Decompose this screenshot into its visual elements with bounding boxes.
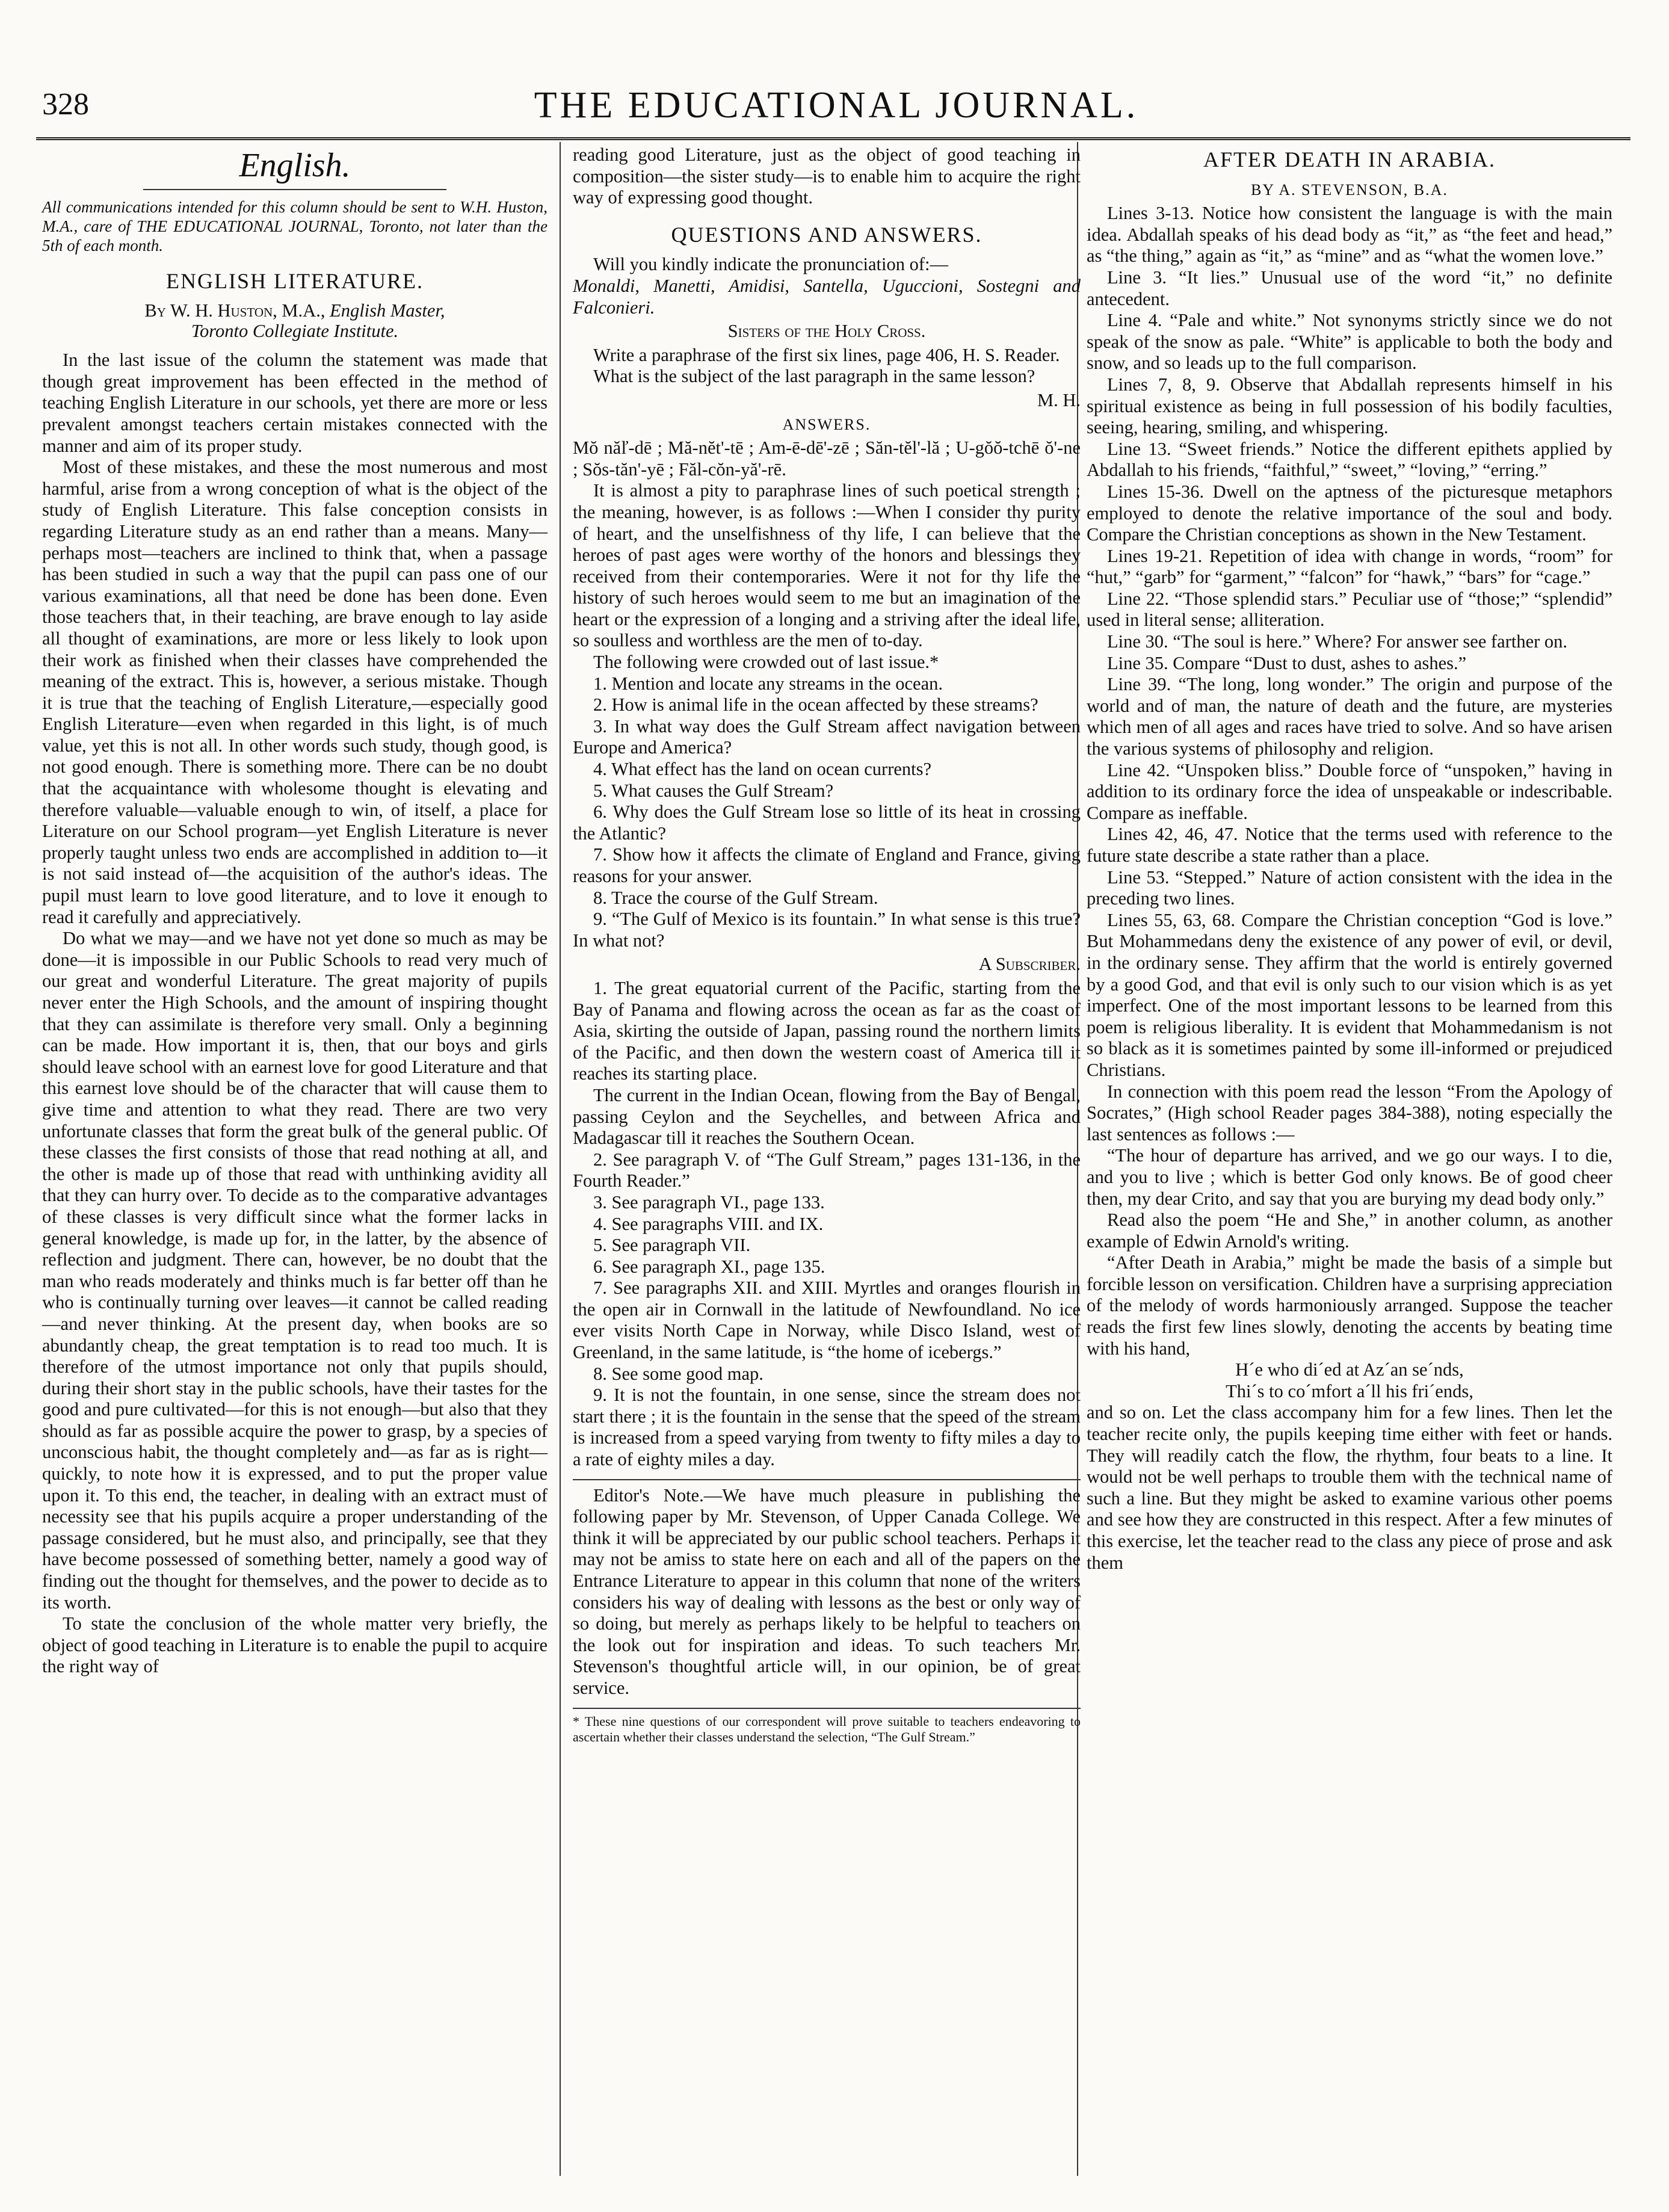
paragraph: Lines 15-36. Dwell on the aptness of the picturesque metaphors employed to denote the relative importance of the soul and body. Compare the Christian conceptions as shown in the New Testament. (1087, 481, 1612, 545)
question-item: 6. Why does the Gulf Stream lose so little of its heat in crossing the Atlantic? (573, 802, 1081, 844)
paragraph: Line 42. “Unspoken bliss.” Double force of “unspoken,” having in addition to its ordinary force the idea of unspeakable or indescribable. Compare as ineffable. (1087, 759, 1612, 823)
continuation-text: reading good Literature, just as the object of good teaching in composition—the sister study—is to enable him to acquire the right way of expressing good thought. (573, 144, 1081, 208)
pronunciation-answer: Mŏ năľ-dē ; Mă-nĕt'-tē ; Am-ē-dē'-zē ; Săn-tĕl'-lă ; U-gŏŏ-tchē ŏ'-ne ; Sŏs-tăn'-yē ; Făl-cŏn-yă'-rē. (573, 437, 1081, 480)
answer-item: The current in the Indian Ocean, flowing from the Bay of Bengal, passing Ceylon and the Seychelles, and between Africa and Madagascar till it reaches the Southern Ocean. (573, 1084, 1081, 1149)
question: What is the subject of the last paragraph in the same lesson? (593, 366, 1035, 387)
question-item: 3. In what way does the Gulf Stream affect navigation between Europe and America? (573, 715, 1081, 758)
header-rule (36, 137, 1630, 140)
column-divider (560, 142, 561, 2176)
editors-note: Editor's Note.—We have much pleasure in publishing the following paper by Mr. Stevenson, of Upper Canada College. We think it will be appreciated by our public school teachers. Perhaps it may not be amiss to state here on each and all of the papers on the Entrance Literature to appear in this column that none of the writers considers his way of dealing with lessons as the best or only way of so doing, but merely as perhaps likely to be helpful to teachers on the look out for inspiration and ideas. To such teachers Mr. Stevenson's thoughtful article will, in our opinion, be of great service. (573, 1484, 1081, 1698)
question-item: 5. What causes the Gulf Stream? (593, 780, 834, 801)
page-header (42, 84, 1630, 132)
answer-item: 9. It is not the fountain, in one sense, since the stream does not start there ; it is the fountain in the sense that the speed of the stream is increased from a speed varying from twenty to fifty miles a day to a rate of eighty miles a day. (573, 1385, 1081, 1470)
paragraph: Lines 42, 46, 47. Notice that the terms used with reference to the future state describe a state rather than a place. (1087, 824, 1612, 866)
article-title: AFTER DEATH IN ARABIA. (1203, 147, 1496, 171)
answer-item: 3. See paragraph VI., page 133. (593, 1191, 825, 1213)
paragraph: Line 30. “The soul is here.” Where? For answer see farther on. (1107, 631, 1568, 652)
paragraph: Do what we may—and we have not yet done so much as may be done—it is impossible in our Public Schools to read very much of our great and wonderful Literature. The great majority of pupils never enter the High Schools, and the amount of inspiring thought that they can assimilate is therefore very small. Only a beginning can be made. How important it is, then, that our boys and girls should leave school with an earnest love for good Literature and that this earnest love should be of the character that will cause them to give time and attention to what they read. There are two very unfortunate classes that form the great bulk of the general public. Of these classes the first consists of those that read nothing at all, and the other is made up of those that read with unthinking avidity all that they can hurry over. To decide as to the comparative advantages of these classes is very difficult since what the former lacks in general knowledge, is made up for, in the latter, by the absence of reflection and judgment. There can, however, be no doubt that the man who reads moderately and thinks much is far better off than he who is continually turning over leaves—it cannot be called reading—and never thinking. At the present day, when books are so abundantly cheap, the great temptation is to read too much. It is therefore of the utmost importance not only that pupils should, during their short stay in the public schools, have their tastes for the good and pure cultivated—for this is not enough—but also that they should as far as possible acquire the power to grasp, by a species of unconscious habit, the thought completely and—as far as is right—quickly, to note how it is expressed, and to put the proper value upon it. To this end, the teacher, in dealing with an extract must of necessity see that his pupils acquire a proper understanding of the passage considered, but he must also, and principally, see that they have become possessed of something better, namely a good way of finding out the thought for themselves, and the power to decide as to its worth. (42, 928, 548, 1613)
journal-title: THE EDUCATIONAL JOURNAL. (534, 85, 1139, 126)
quotation: “The hour of departure has arrived, and we go our ways. I to die, and you to live ; which is better God only knows. Be of good cheer then, my dear Crito, and say that you are burying my dead body only.” (1087, 1145, 1612, 1209)
crowded-intro: The following were crowded out of last issue.* (593, 652, 939, 673)
paragraph: Read also the poem “He and She,” in another column, as another example of Edwin Arnold's writing. (1087, 1209, 1612, 1252)
paragraph: Line 53. “Stepped.” Nature of action consistent with the idea in the preceding two lines. (1087, 867, 1612, 909)
answer-item: 8. See some good map. (593, 1363, 764, 1384)
paragraph: To state the conclusion of the whole matter very briefly, the object of good teaching in Literature is to enable the pupil to acquire the right way of (42, 1613, 548, 1677)
paragraph: Line 4. “Pale and white.” Not synonyms strictly since we do not speak of the snow as pale. “White” is applicable to both the body and snow, and so leads up to the full comparison. (1087, 310, 1612, 374)
page-number: 328 (42, 87, 89, 122)
question-item: 4. What effect has the land on ocean currents? (593, 759, 932, 780)
answer-item: 6. See paragraph XI., page 135. (593, 1256, 825, 1277)
verse-line: Thi´s to co´mfort a´ll his fri´ends, (1226, 1380, 1473, 1401)
byline-author: By W. H. Huston, M.A., (144, 300, 325, 321)
question-item: 9. “The Gulf of Mexico is its fountain.” In what sense is this true? In what not? (573, 909, 1081, 951)
byline-institution: Toronto Collegiate Institute. (191, 321, 399, 342)
paragraph: Lines 7, 8, 9. Observe that Abdallah represents himself in his spiritual existence as being in full possession of his bodily faculties, seeing, hearing, smiling, and whispering. (1087, 374, 1612, 438)
column-questions (573, 144, 1081, 1745)
question-lead: Will you kindly indicate the pronunciation of:— (593, 254, 949, 275)
paragraph: Line 22. “Those splendid stars.” Peculiar use of “those;” “splendid” used in literal sense; alliteration. (1087, 588, 1612, 631)
article-title: ENGLISH LITERATURE. (166, 268, 424, 293)
paragraph: and so on. Let the class accompany him for a few lines. Then let the teacher recite only, the pupils keeping time either with feet or hands. They will readily catch the flow, the rhythm, four beats to a line. It would not be well perhaps to trouble them with the technical name of such a line. But they might be asked to examine various other poems and see how they are constructed in this respect. After a few minutes of this exercise, let the teacher read to the class any piece of prose and ask them (1087, 1402, 1612, 1573)
paragraph: Line 39. “The long, long wonder.” The origin and purpose of the world and of man, the nature of death and the future, are mysteries which men of all ages and races have tried to solve. And so have arisen the various systems of philosophy and religion. (1087, 674, 1612, 759)
paragraph: Lines 19-21. Repetition of idea with change in words, “room” for “hut,” “garb” for “garment,” “falcon” for “hawk,” “bars” for “cage.” (1087, 545, 1612, 588)
paragraph: In connection with this poem read the lesson “From the Apology of Socrates,” (High school Reader pages 384-388), noting especially the last sentences as follows :— (1087, 1081, 1612, 1145)
paragraph: Most of these mistakes, and these the most numerous and most harmful, arise from a wrong conception of what is the object of the study of English Literature. This false conception consists in regarding Literature study as an end rather than a means. Many—perhaps most—teachers are inclined to think that, when a passage has been studied in such a way that the pupil can pass one of our various examinations, all that need be done has been done. Even those teachers that, in their teaching, are brave enough to lay aside all thought of examinations, are more or less likely to look upon their work as finished when their classes have comprehended the meaning of the extract. This is, however, a serious mistake. Though it is true that the teaching of English Literature,—especially good English Literature—even when regarded in this light, is of much value, yet this is not all. In other words such study, though good, is not good enough. There is something more. There can be no doubt that the acquaintance with wholesome thought is elevating and therefore valuable—valuable enough to win, of itself, a place for Literature on our School program—yet English Literature is never properly taught unless two ends are accomplished in addition to—it is not said instead of—the acquisition of the author's ideas. The pupil must learn to love good literature, and to love it enough to read it carefully and appreciatively. (42, 457, 548, 927)
qa-title: QUESTIONS AND ANSWERS. (671, 222, 983, 247)
byline-role: English Master, (330, 300, 445, 321)
verse-line: H´e who di´ed at Az´an se´nds, (1235, 1359, 1464, 1380)
answer-item: 5. See paragraph VII. (593, 1235, 751, 1256)
question-item: 7. Show how it affects the climate of England and France, giving reasons for your answer. (573, 844, 1081, 886)
section-title: English. (239, 147, 351, 184)
question-item: 8. Trace the course of the Gulf Stream. (593, 887, 878, 908)
paragraph: Line 35. Compare “Dust to dust, ashes to ashes.” (1107, 652, 1467, 673)
paragraph: Lines 55, 63, 68. Compare the Christian conception “God is love.” But Mohammedans deny the existence of any power of evil, or devil, in the ordinary sense. They affirm that the world is entirely governed by a good God, and that evil is only such to our vision which is as yet imperfect. One of the most important lessons to be learned from this poem is religious liberality. It is evident that Mohammedanism is not so black as it is sometimes painted by some ill-informed or prejudiced Christians. (1087, 909, 1612, 1080)
footnote: * These nine questions of our correspondent will prove suitable to teachers endeavoring to ascertain whether their classes understand the selection, “The Gulf Stream.” (573, 1713, 1081, 1744)
paragraph: Line 13. “Sweet friends.” Notice the different epithets applied by Abdallah to his friends, “faithful,” “sweet,” “loving,” “erring.” (1087, 438, 1612, 481)
question-signature: Sisters of the Holy Cross. (727, 321, 926, 342)
paragraph: Line 3. “It lies.” Unusual use of the word “it,” no definite antecedent. (1087, 267, 1612, 309)
paraphrase-answer: It is almost a pity to paraphrase lines of such poetical strength ; the meaning, however, is as follows :—When I consider thy purity of heart, and the unselfishness of thy life, I can believe that the heroes of past ages were worthy of the honors and blessings they received from their contemporaries. Were it not for thy life the history of such heroes would seem to me but an imagination of the heart or the expression of a longing and a striving after the ideal life, so soulless and worthless are the men of to-day. (573, 480, 1081, 651)
answer-item: 4. See paragraphs VIII. and IX. (593, 1213, 824, 1234)
column-notice: All communications intended for this column should be sent to W.H. Huston, M.A., care of THE EDUCATIONAL JOURNAL, Toronto, not later than the 5th of each month. (42, 197, 548, 255)
byline (42, 300, 548, 341)
answer-item: 1. The great equatorial current of the Pacific, starting from the Bay of Panama and flowing across the ocean as far as the coast of Asia, skirting the outside of Japan, passing round the northern limits of the Pacific, and then down the western coast of America till it reaches its starting place. (573, 977, 1081, 1084)
section-rule (143, 189, 446, 190)
question-signature: M. H. (1037, 389, 1081, 410)
answer-item: 2. See paragraph V. of “The Gulf Stream,” pages 131-136, in the Fourth Reader.” (573, 1149, 1081, 1191)
question-item: 1. Mention and locate any streams in the ocean. (593, 673, 943, 694)
answer-item: 7. See paragraphs XII. and XIII. Myrtles and oranges flourish in the open air in Cornwall in the latitude of Newfoundland. No ice ever visits North Cape in Norway, while Disco Island, west of Greenland, in the same latitude, is “the home of icebergs.” (573, 1277, 1081, 1363)
paragraph: Lines 3-13. Notice how consistent the language is with the main idea. Abdallah speaks of his dead body as “it,” as “the feet and head,” as “the thing,” again as “it,” as “mine” and as “what the women love.” (1087, 203, 1612, 267)
footnote-rule (573, 1708, 1081, 1709)
column-english (42, 144, 548, 1678)
question-names: Monaldi, Manetti, Amidisi, Santella, Uguccioni, Sostegni and Falconieri. (573, 275, 1081, 318)
answers-title: ANSWERS. (782, 415, 871, 433)
divider (573, 1479, 1081, 1480)
byline: BY A. STEVENSON, B.A. (1251, 181, 1448, 199)
paragraph: “After Death in Arabia,” might be made the basis of a simple but forcible lesson on versification. Children have a surprising appreciation of the melody of words harmoniously arranged. Suppose the teacher reads the first few lines slowly, denoting the accents by beating time with his hand, (1087, 1252, 1612, 1359)
question: Write a paraphrase of the first six lines, page 406, H. S. Reader. (593, 344, 1060, 365)
question-item: 2. How is animal life in the ocean affected by these streams? (593, 694, 1038, 715)
paragraph: In the last issue of the column the statement was made that though great improvement has been effected in the method of teaching English Literature in our schools, yet there are more or less prevalent amongst teachers certain mistakes connected with the manner and aim of its proper study. (42, 350, 548, 456)
column-arabia (1087, 144, 1612, 1574)
subscriber-signature: A Subscriber. (978, 954, 1081, 975)
